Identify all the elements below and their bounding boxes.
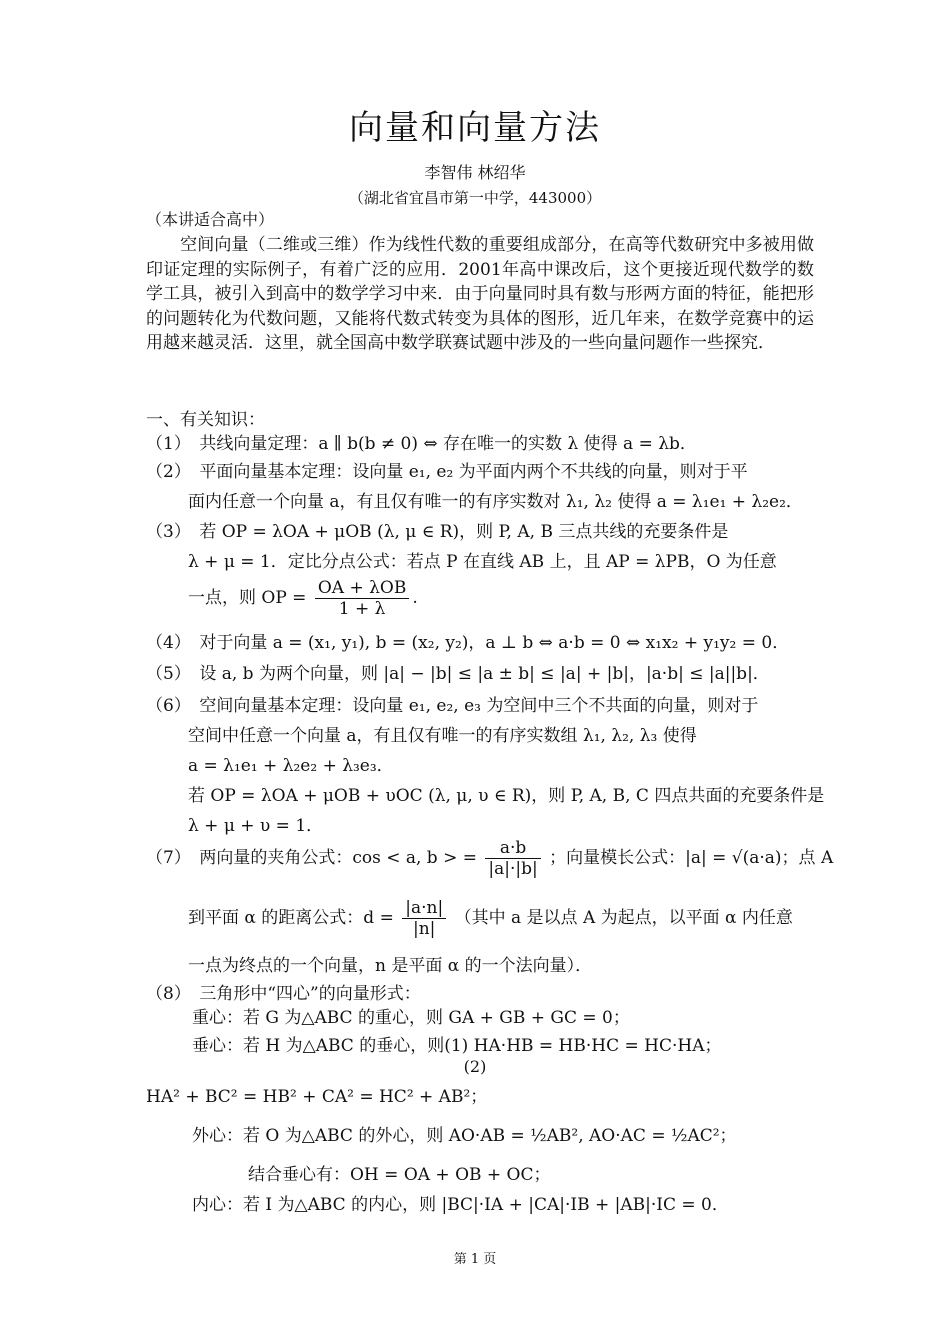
item-6-line-4: 若 OP = λOA + μOB + υOC (λ, μ, υ ∈ R)，则 P, A, B, C 四点共面的充要条件是 <box>188 786 825 806</box>
item-3-line-1: （3） 若 OP = λOA + μOB (λ, μ ∈ R)，则 P, A, B 三点共线的充要条件是 <box>146 522 729 542</box>
item-6-line-3: a = λ₁e₁ + λ₂e₂ + λ₃e₃． <box>188 756 394 776</box>
orthocenter-line: 垂心：若 H 为△ABC 的垂心，则(1) HA·HB = HB·HC = HC·HA； <box>192 1036 722 1056</box>
item-2-line-1: （2） 平面向量基本定理：设向量 e₁, e₂ 为平面内两个不共线的向量，则对于平 <box>146 462 748 482</box>
audience-note: （本讲适合高中） <box>146 210 275 229</box>
distance-formula-fraction <box>402 898 446 939</box>
document-title: 向量和向量方法 <box>349 108 601 148</box>
angle-numerator: a·b <box>485 838 540 859</box>
page-number: 第 1 页 <box>453 1252 497 1267</box>
item-7-line-1 <box>146 838 833 879</box>
item-4: （4） 对于向量 a = (x₁, y₁), b = (x₂, y₂)，a ⊥ b ⇔ a·b = 0 ⇔ x₁x₂ + y₁y₂ = 0． <box>146 633 790 653</box>
angle-formula-prefix: （7） 两向量的夹角公式：cos < a, b > = <box>146 848 477 868</box>
item-3-line-3: 一点，则 OP = $\frac{\text{OA + λOB}}{1 + \lambda}$ . <box>188 578 418 619</box>
item-7-line-3: 一点为终点的一个向量，n 是平面 α 的一个法向量）． <box>188 956 593 976</box>
item-6-line-5: λ + μ + υ = 1． <box>188 816 324 836</box>
affiliation: （湖北省宜昌市第一中学，443000） <box>348 189 602 207</box>
item-2-line-2: 面内任意一个向量 a，有且仅有唯一的有序实数对 λ₁, λ₂ 使得 a = λ₁e₁ + λ₂e₂． <box>188 492 803 512</box>
incenter-line: 内心：若 I 为△ABC 的内心，则 |BC|·IA + |CA|·IB + |AB|·IC = 0． <box>192 1195 729 1215</box>
item-6-line-1: （6） 空间向量基本定理：设向量 e₁, e₂, e₃ 为空间中三个不共面的向量，则对于 <box>146 696 759 716</box>
distance-denominator: |n| <box>413 919 436 939</box>
intro-paragraph <box>146 233 814 356</box>
orthocenter-identity: HA² + BC² = HB² + CA² = HC² + AB²； <box>146 1087 488 1107</box>
item-7-line-2 <box>188 898 793 939</box>
distance-numerator: |a·n| <box>402 898 446 919</box>
centroid-line: 重心：若 G 为△ABC 的重心，则 GA + GB + GC = 0； <box>192 1008 630 1028</box>
orthocenter-item-2-label: (2) <box>463 1057 487 1076</box>
circumcenter-line: 外心：若 O 为△ABC 的外心，则 AO·AB = ½AB², AO·AC = ½AC²； <box>192 1126 737 1146</box>
euler-line: 结合垂心有：OH = OA + OB + OC； <box>248 1165 551 1185</box>
fraction-numerator: OA + λOB <box>315 578 409 599</box>
intro-text: 空间向量（二维或三维）作为线性代数的重要组成部分，在高等代数研究中多被用做印证定理的实际例子，有着广泛的应用．2001年高中课改后，这个更接近现代数学的数学工具，被引入到高中的数学学习中来．由于向量同时具有数与形两方面的特征，能把形的问题转化为代数问题，又能将代数式转变为具体的图形，近几年来，在数学竞赛中的运用越来越灵活．这里，就全国高中数学联赛试题中涉及的一些向量问题作一些探究． <box>146 235 814 353</box>
item-6-line-2: 空间中任意一个向量 a，有且仅有唯一的有序实数组 λ₁, λ₂, λ₃ 使得 <box>188 726 697 746</box>
item-3-line-2: λ + μ = 1．定比分点公式：若点 P 在直线 AB 上，且 AP = λPB，O 为任意 <box>188 552 777 572</box>
fraction-denominator: 1 + λ <box>338 599 386 619</box>
distance-formula-prefix: 到平面 α 的距离公式：d = <box>188 908 394 928</box>
item-5: （5） 设 a, b 为两个向量，则 |a| − |b| ≤ |a ± b| ≤ |a| + |b|，|a·b| ≤ |a||b|． <box>146 664 770 684</box>
item-1: （1） 共线向量定理：a ∥ b(b ≠ 0) ⇔ 存在唯一的实数 λ 使得 a = λb． <box>146 434 697 454</box>
authors: 李智伟 林绍华 <box>424 163 526 182</box>
distance-formula-suffix: （其中 a 是以点 A 为起点，以平面 α 内任意 <box>454 908 793 928</box>
section-formula-fraction <box>315 578 409 619</box>
item-8: （8） 三角形中“四心”的向量形式： <box>146 984 421 1004</box>
item-3-prefix: 一点，则 OP = <box>188 588 307 608</box>
angle-formula-suffix: ；向量模长公式：|a| = √(a·a)；点 A <box>549 848 834 868</box>
section-heading: 一、有关知识： <box>146 410 265 430</box>
angle-formula-fraction <box>485 838 540 879</box>
angle-denominator: |a|·|b| <box>488 859 538 879</box>
